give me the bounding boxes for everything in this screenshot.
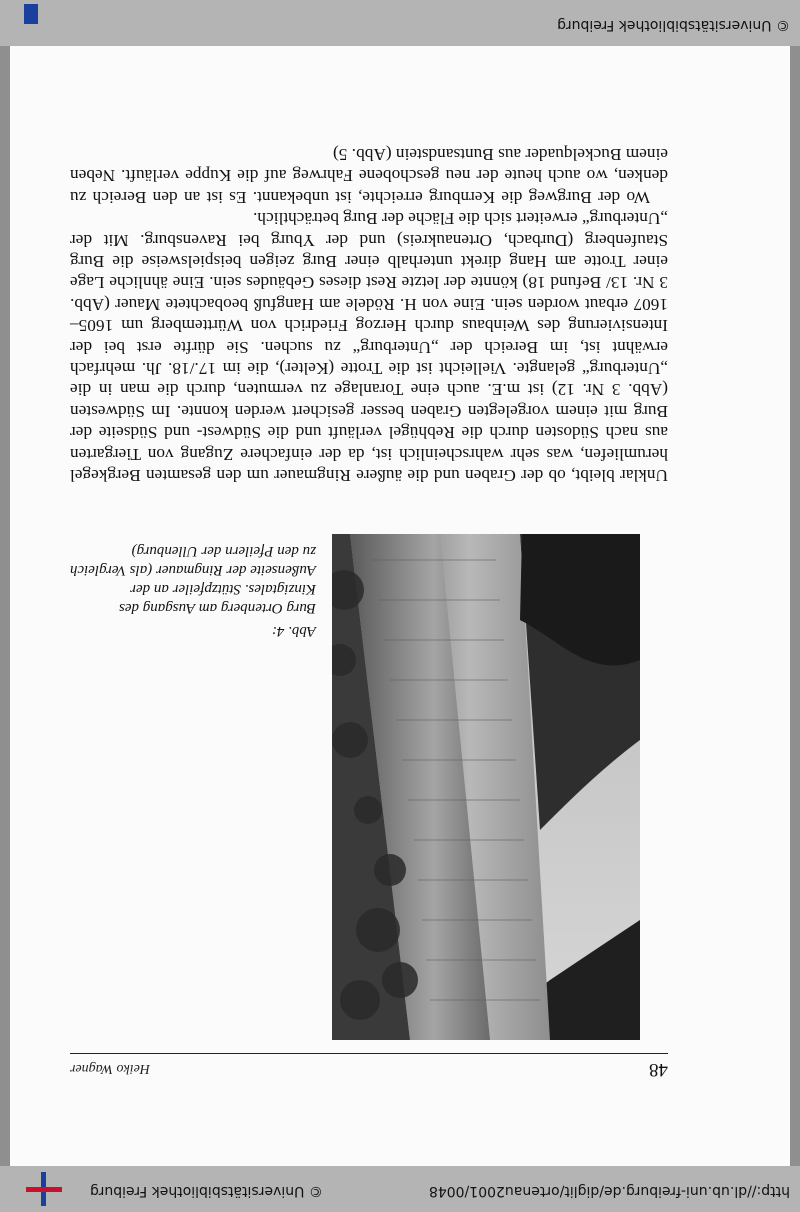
paragraph: Wo der Burgweg die Kernburg erreichte, ist unbekannt. Es ist an den Bereich zu denken, wo auch heute der neu geschobene Fahrweg auf die Kuppe verläuft. Neben einem Buckelquader aus Buntsandstein (Abb. 5) xyxy=(70,144,668,207)
library-logo-icon xyxy=(24,1172,64,1206)
figure-caption xyxy=(66,541,316,640)
paragraph: Unklar bleibt, ob der Graben und die äußere Ringmauer um den gesamten Bergkegel herumliefen, was sehr wahrscheinlich ist, da der einfachere Zugang von Tiergarten aus nach Südosten durch die Rebhügel verläuft und die Südwest- und Südseite der Burg mit einem vorgelegten Graben besser gesichert werden konnte. Im Südwesten (Abb. 3 Nr. 12) ist m.E. auch eine Toranlage zu vermuten, durch die man in die „Unterburg“ gelangte. Vielleicht ist die Trotte (Kelter), die im 17./18. Jh. mehrfach erwähnt ist, im Bereich der „Unterburg“ zu suchen. Sie dürfte erst bei der Intensivierung des Weinbaus durch Herzog Friedrich von Württemberg um 1605–1607 erbaut worden sein. Eine von H. Rödele am Hangfuß beobachtete Mauer (Abb. 3 Nr. 13/ Befund 18) könnte der letzte Rest dieses Gebäudes sein. Eine ähnliche Lage einer Trotte am Hang direkt unterhalb einer Burg zeigen beispielsweise die Burg Staufenberg (Durbach, Ortenaukreis) und der Yburg bei Ravensburg. Mit der „Unterburg“ erweitert sich die Fläche der Burg beträchtlich. xyxy=(70,209,668,485)
copyright-notice-top: © Universitätsbibliothek Freiburg xyxy=(90,1183,323,1199)
castle-wall-photo xyxy=(332,534,640,1040)
book-page xyxy=(10,46,790,1166)
body-text xyxy=(70,144,668,487)
copyright-notice-bottom: © Universitätsbibliothek Freiburg xyxy=(557,17,790,33)
viewer-bottom-bar xyxy=(0,0,800,46)
running-author: Heiko Wagner xyxy=(70,1061,150,1076)
viewer-top-bar xyxy=(0,1166,800,1212)
source-url[interactable]: http://dl.ub.uni-freiburg.de/diglit/ortenau2001/0048 xyxy=(428,1183,790,1199)
library-mark-icon xyxy=(24,4,38,24)
page-number: 48 xyxy=(649,1059,668,1080)
figure-caption-text: Burg Ortenberg am Ausgang des Kinzigtales. Stützpfeiler an der Außenseite der Ringmauer (als Vergleich zu den Pfeilern der Ullenburg) xyxy=(69,543,316,616)
figure-label: Abb. 4: xyxy=(271,623,316,639)
running-header xyxy=(70,1053,668,1080)
figure-photo xyxy=(332,534,640,1040)
